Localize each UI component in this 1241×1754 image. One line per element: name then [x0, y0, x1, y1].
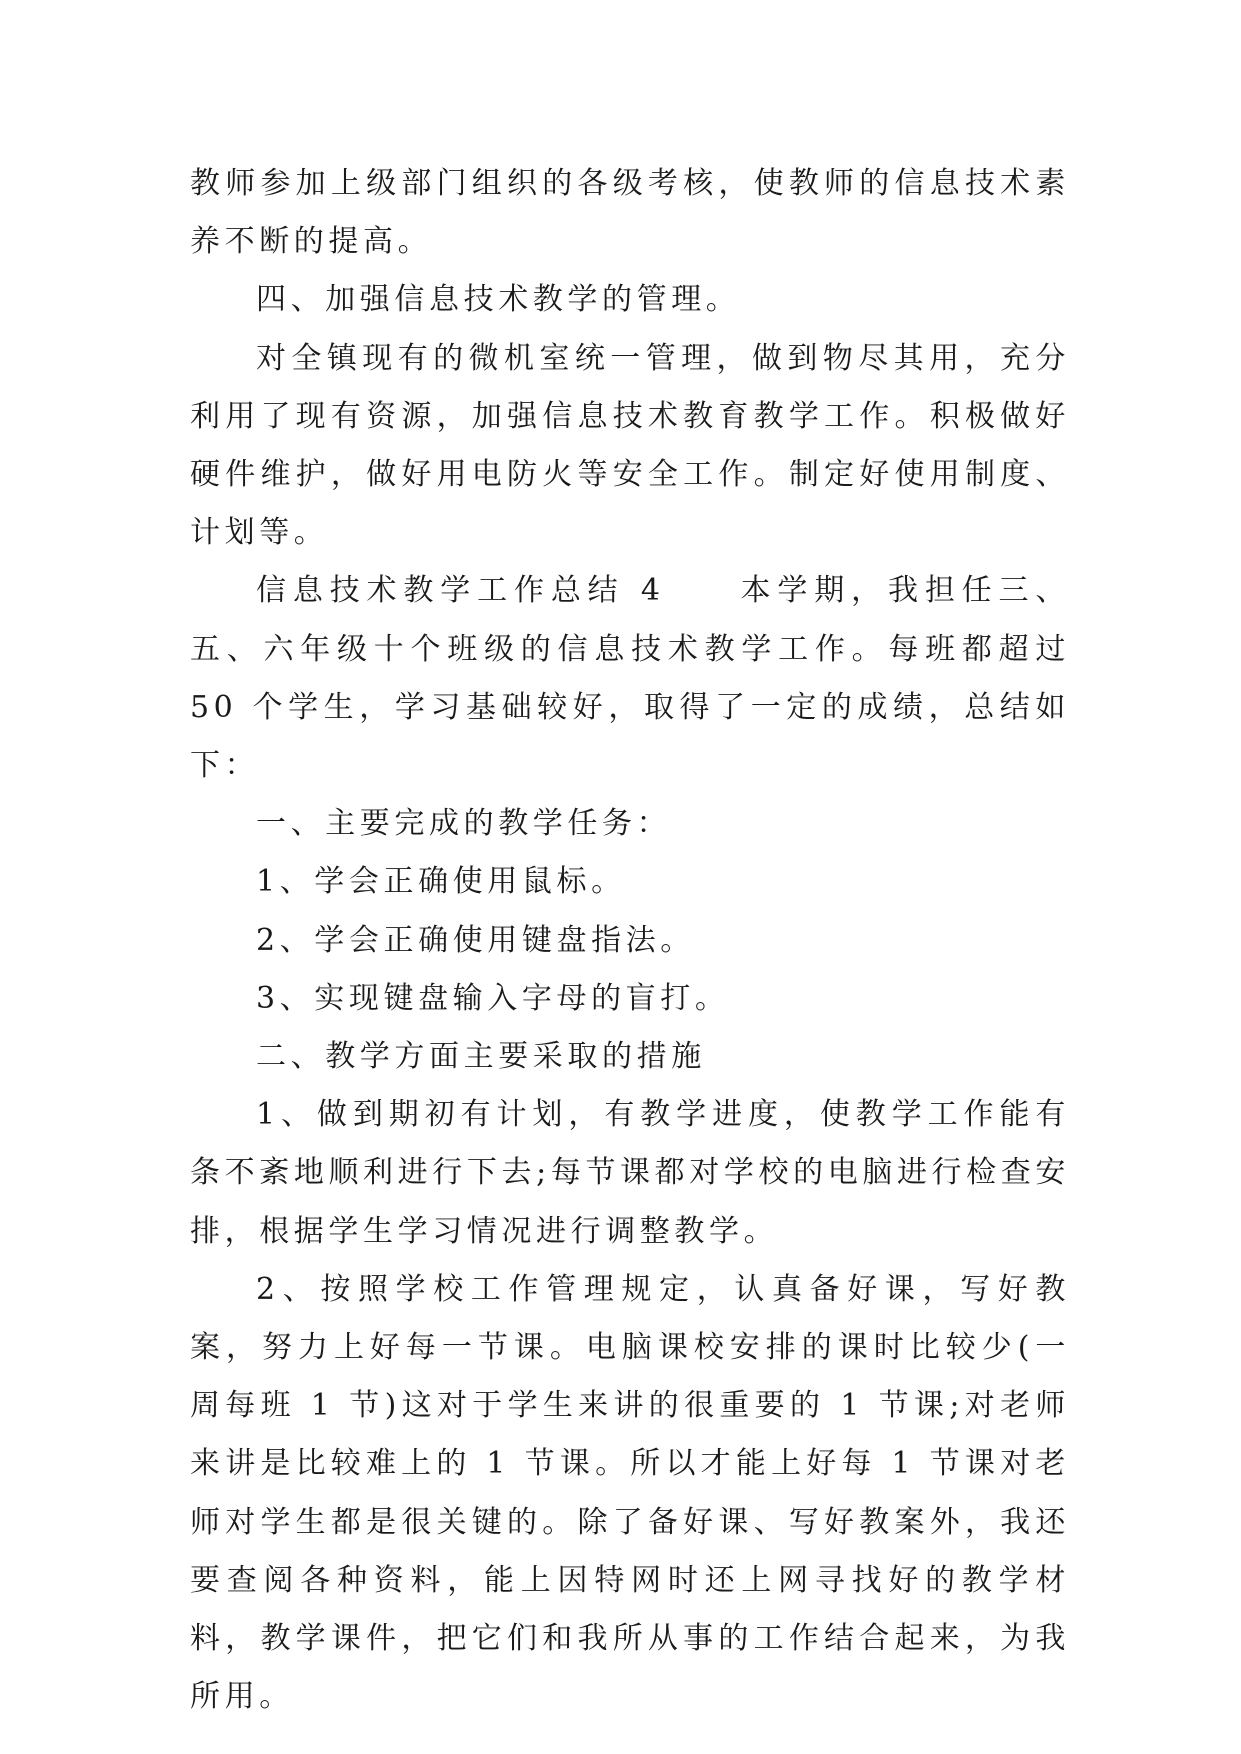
paragraph-8: 3、实现键盘输入字母的盲打。	[256, 980, 730, 1016]
paragraph-7: 2、学会正确使用键盘指法。	[256, 922, 695, 958]
paragraph-6: 1、学会正确使用鼠标。	[256, 864, 626, 900]
paragraph-5: 一、主要完成的教学任务：	[256, 806, 672, 842]
paragraph-1: 教师参加上级部门组织的各级考核，使教师的信息技术素养不断的提高。	[190, 166, 1070, 260]
paragraph-11: 2、按照学校工作管理规定，认真备好课，写好教案，努力上好每一节课。电脑课校安排的课时比较少(一周每班 1 节)这对于学生来讲的很重要的 1 节课;对老师来讲是比较难上的 1 节课。所以才能上好每 1 节课对老师对学生都是很关键的。除了备好课、写好教案外，我还要查阅各种资料，能上因特网时还上网寻找好的教学材料，教学课件，把它们和我所从事的工作结合起来，为我所用。	[190, 1271, 1070, 1715]
paragraph-9: 二、教学方面主要采取的措施	[256, 1039, 706, 1075]
paragraph-2: 四、加强信息技术教学的管理。	[256, 282, 741, 318]
paragraph-4: 信息技术教学工作总结 4 本学期，我担任三、五、六年级十个班级的信息技术教学工作。每班都超过 50 个学生，学习基础较好，取得了一定的成绩，总结如下：	[190, 573, 1070, 784]
paragraph-10: 1、做到期初有计划，有教学进度，使教学工作能有条不紊地顺利进行下去;每节课都对学校的电脑进行检查安排，根据学生学习情况进行调整教学。	[190, 1097, 1070, 1249]
paragraph-3: 对全镇现有的微机室统一管理，做到物尽其用，充分利用了现有资源，加强信息技术教育教学工作。积极做好硬件维护，做好用电防火等安全工作。制定好使用制度、计划等。	[190, 340, 1070, 551]
document-body	[190, 155, 1070, 1726]
